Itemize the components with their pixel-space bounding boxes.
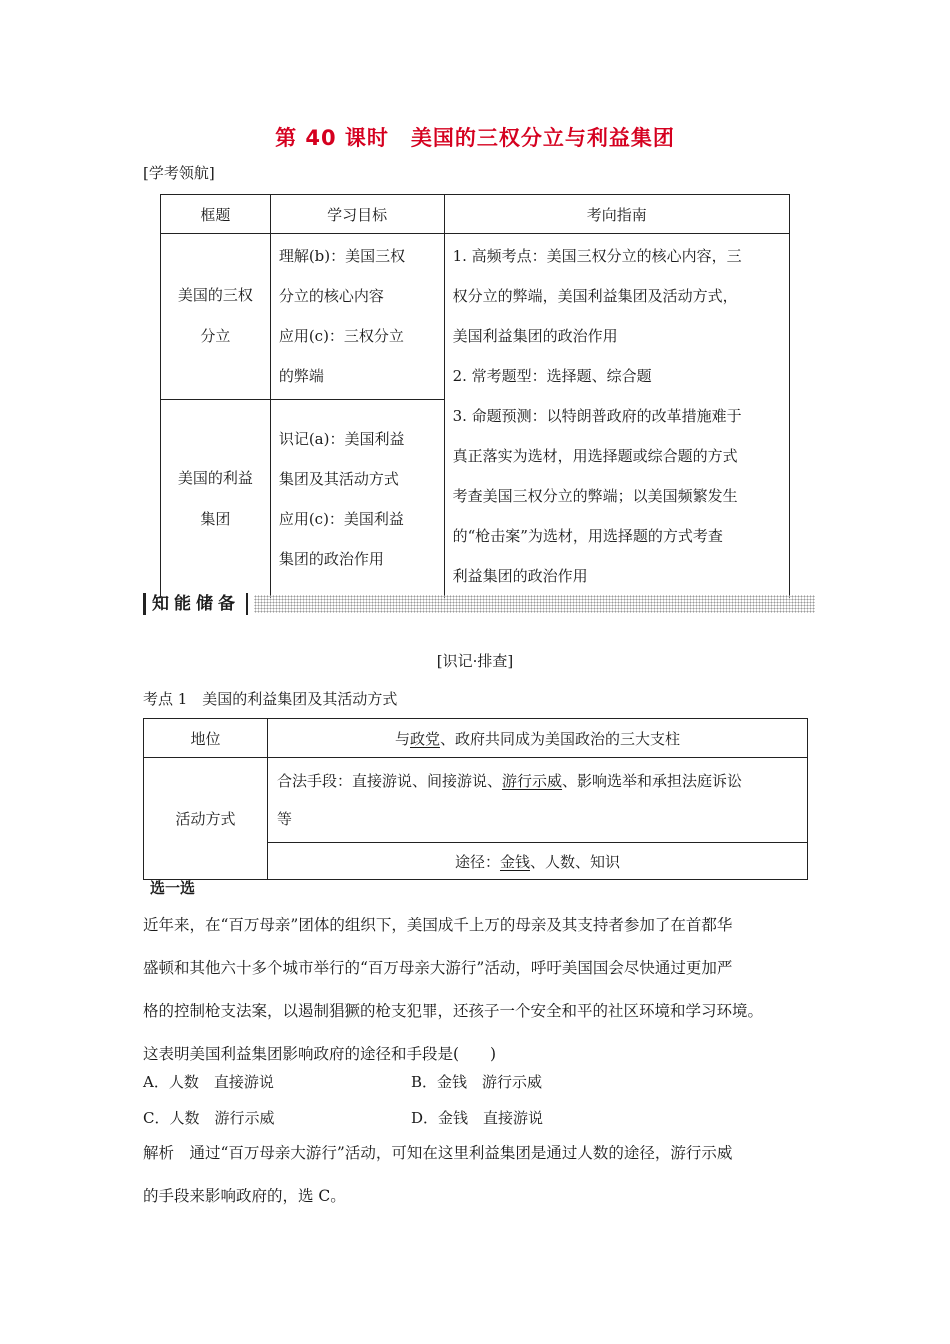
practice-heading: 选一选 xyxy=(150,879,196,897)
table-row xyxy=(144,719,808,758)
analysis-text: 解析 通过“百万母亲大游行”活动，可知在这里利益集团是通过人数的途径，游行示威 的手段来影响政府的，选 C。 xyxy=(143,1144,733,1205)
goals-cell: 理解(b)：美国三权 分立的核心内容 应用(c)：三权分立 的弊端 xyxy=(270,234,444,400)
section-banner xyxy=(143,592,815,616)
option-a[interactable]: A．人数 直接游说 xyxy=(143,1073,274,1091)
table-header-row xyxy=(161,195,790,234)
interest-group-table xyxy=(143,718,808,880)
table-row xyxy=(144,758,808,843)
frame-cell: 美国的利益 集团 xyxy=(161,399,271,598)
row-label-status: 地位 xyxy=(144,719,268,758)
option-b[interactable]: B．金钱 游行示威 xyxy=(411,1073,543,1091)
table-row xyxy=(161,234,790,400)
legal-means-cell: 合法手段：直接游说、间接游说、游行示威、影响选举和承担法庭诉讼 等 xyxy=(268,758,808,843)
channels-cell: 途径：金钱、人数、知识 xyxy=(268,843,808,880)
section-label: 知能储备 xyxy=(143,593,248,615)
option-d[interactable]: D．金钱 直接游说 xyxy=(411,1109,544,1127)
row-label-activities: 活动方式 xyxy=(144,758,268,880)
kaodian-heading: 考点 1 美国的利益集团及其活动方式 xyxy=(143,690,398,708)
learning-goals-table xyxy=(160,194,790,598)
page-title: 第 40 课时 美国的三权分立与利益集团 xyxy=(275,126,675,150)
subheading: [识记·排查] xyxy=(436,652,514,670)
frame-cell: 美国的三权 分立 xyxy=(161,234,271,400)
header-guide: 考向指南 xyxy=(444,195,789,234)
nav-label: [学考领航] xyxy=(143,164,215,182)
option-c[interactable]: C．人数 游行示威 xyxy=(143,1109,275,1127)
header-goals: 学习目标 xyxy=(270,195,444,234)
guide-cell: 1. 高频考点：美国三权分立的核心内容，三 权分立的弊端，美国利益集团及活动方式， 美国利益集团的政治作用 2. 常考题型：选择题、综合题 3. 命题预测：以特朗普政府的改革措施难于 真正落实为选材，用选择题或综合题的方式 考查美国三权分立的弊端；以美国频繁发生 的“枪击案”为选材，用选择题的方式考查 利益集团的政治作用 xyxy=(444,234,789,599)
goals-cell: 识记(a)：美国利益 集团及其活动方式 应用(c)：美国利益 集团的政治作用 xyxy=(270,399,444,598)
status-cell: 与政党、政府共同成为美国政治的三大支柱 xyxy=(268,719,808,758)
question-text: 近年来，在“百万母亲”团体的组织下，美国成千上万的母亲及其支持者参加了在首都华 盛顿和其他六十多个城市举行的“百万母亲大游行”活动，呼吁美国国会尽快通过更加严 格的控制枪支法案，以遏制猖獗的枪支犯罪，还孩子一个安全和平的社区环境和学习环境。 这表明美国利益集团影响政府的途径和手段是( ) xyxy=(143,916,764,1063)
section-dot-pattern xyxy=(254,595,815,613)
header-frame: 框题 xyxy=(161,195,271,234)
